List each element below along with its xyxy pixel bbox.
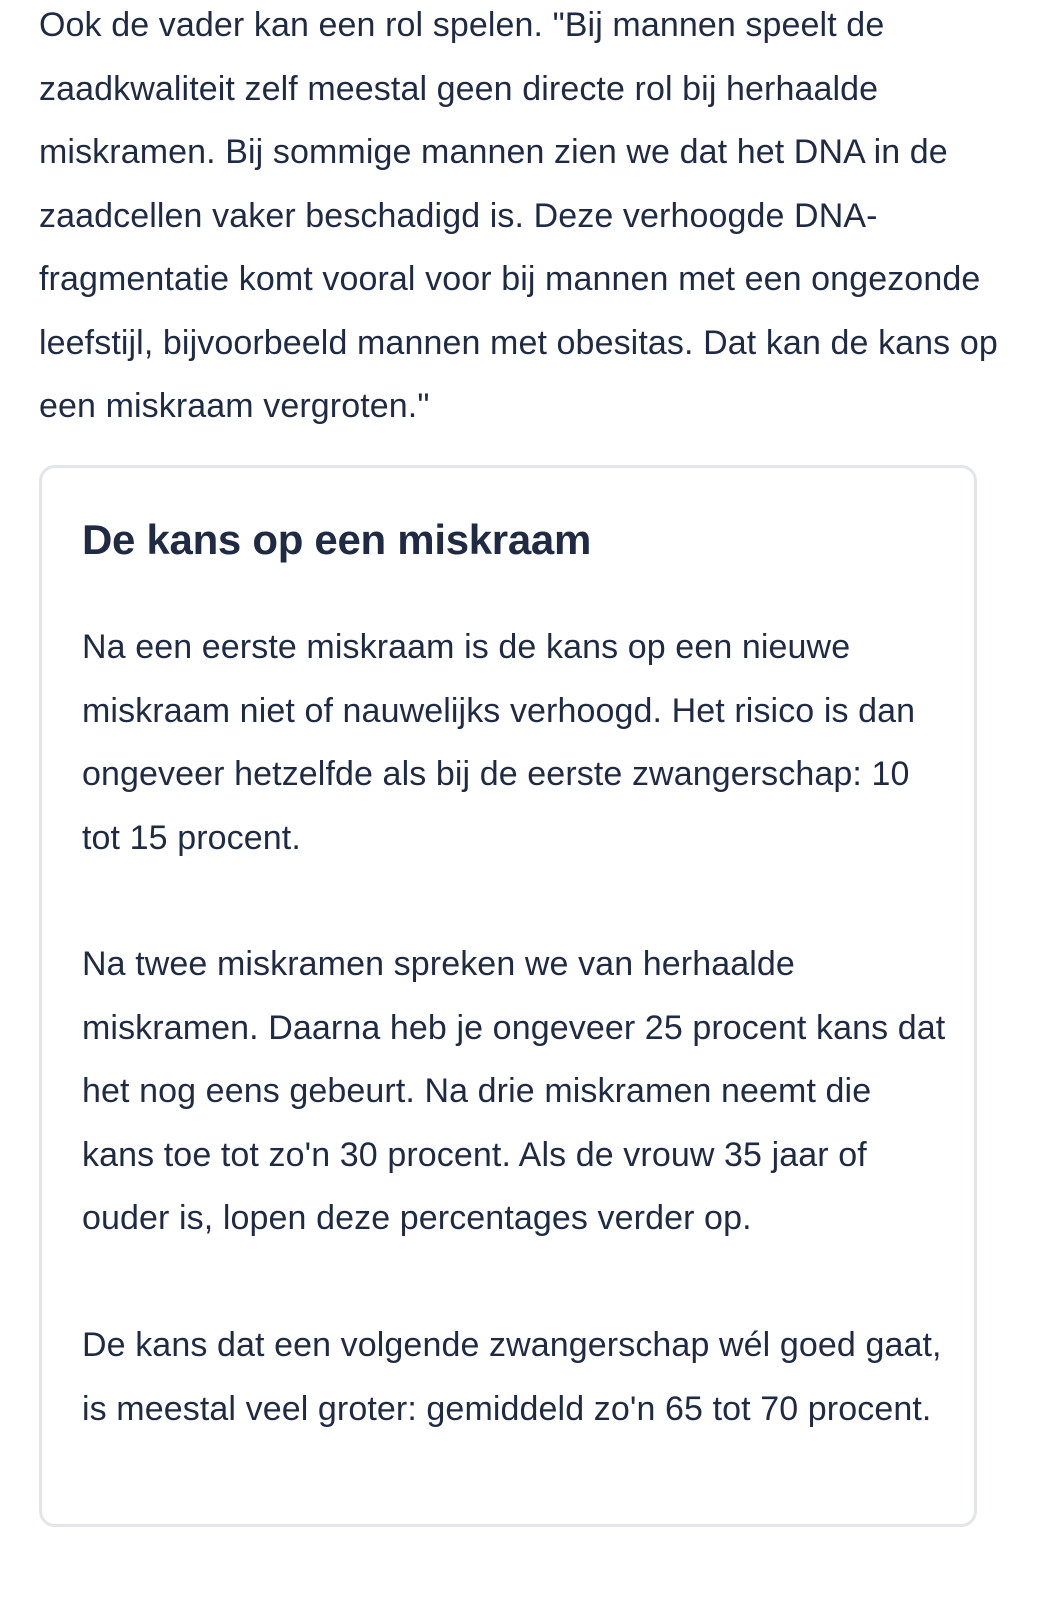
info-box-paragraph: De kans dat een volgende zwangerschap wél goed gaat, is meestal veel groter: gemiddeld zo'n 65 tot 70 procent.	[82, 1326, 942, 1428]
info-box-paragraph: Na een eerste miskraam is de kans op een nieuwe miskraam niet of nauwelijks verhoogd. Het risico is dan ongeveer hetzelfde als bij de eerste zwangerschap: 10 tot 15 procent.	[82, 628, 916, 857]
info-box-title: De kans op een miskraam	[82, 516, 592, 563]
info-box	[39, 465, 977, 1527]
info-box-paragraph: Na twee miskramen spreken we van herhaalde miskramen. Daarna heb je ongeveer 25 procent kans dat het nog eens gebeurt. Na drie miskramen neemt die kans toe tot zo'n 30 procent. Als de vrouw 35 jaar of ouder is, lopen deze percentages verder op.	[82, 945, 946, 1237]
article-paragraph: Ook de vader kan een rol spelen. "Bij mannen speelt de zaadkwaliteit zelf meestal geen directe rol bij herhaalde miskramen. Bij sommige mannen zien we dat het DNA in de zaadcellen vaker beschadigd is. Deze verhoogde DNA-fragmentatie komt vooral voor bij mannen met een ongezonde leefstijl, bijvoorbeeld mannen met obesitas. Dat kan de kans op een miskraam vergroten."	[39, 6, 998, 425]
